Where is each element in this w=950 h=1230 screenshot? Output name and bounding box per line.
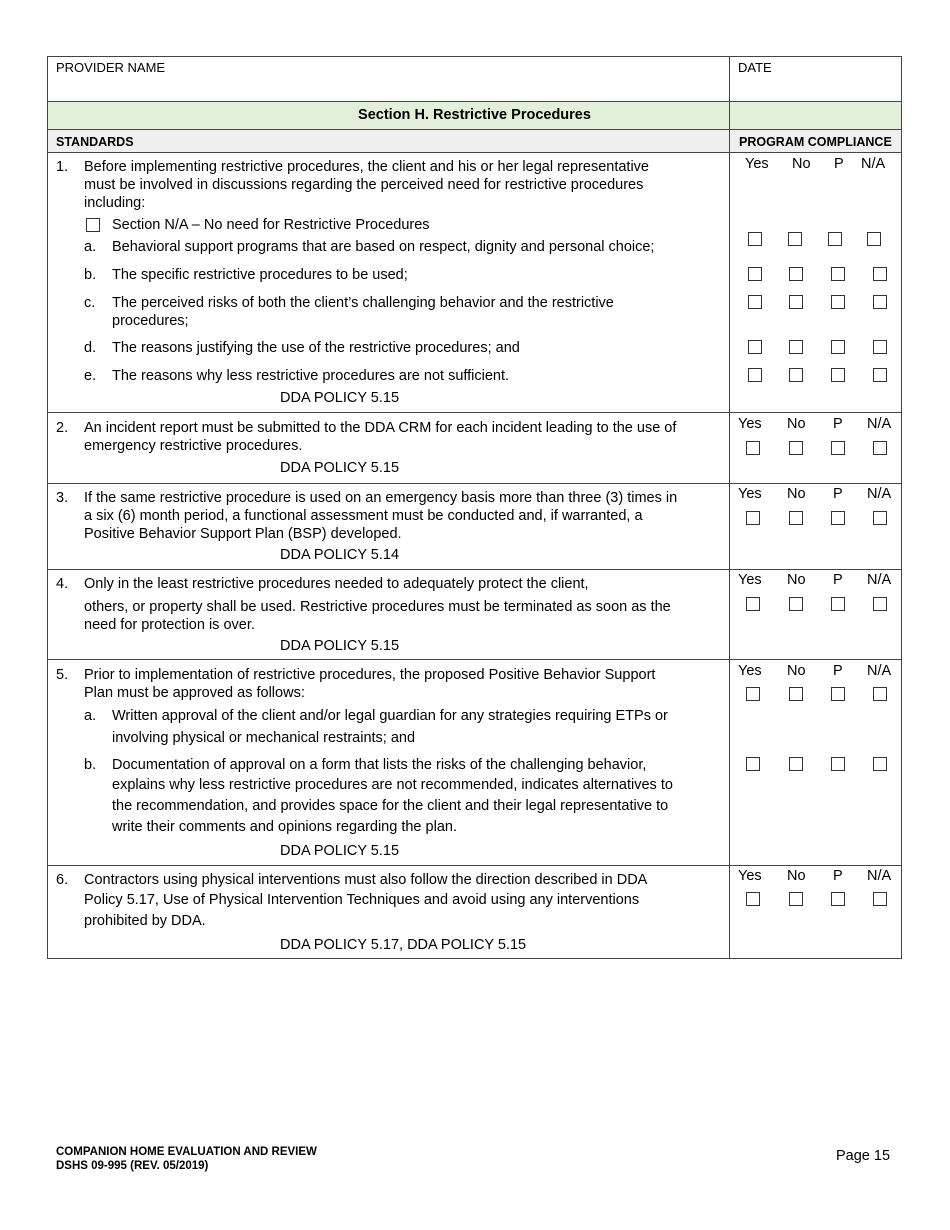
no-checkbox[interactable] bbox=[789, 441, 803, 455]
yes-checkbox[interactable] bbox=[746, 441, 760, 455]
item-text-line: Prior to implementation of restrictive procedures, the proposed Positive Behavior Support bbox=[84, 667, 656, 683]
provider-name-label: PROVIDER NAME bbox=[56, 60, 166, 75]
partial-checkbox[interactable] bbox=[828, 232, 842, 246]
row-divider bbox=[47, 483, 902, 484]
col-yes-label: Yes bbox=[738, 868, 762, 884]
program-compliance-header: PROGRAM COMPLIANCE bbox=[739, 135, 892, 149]
item-number: 5. bbox=[56, 667, 69, 683]
no-checkbox[interactable] bbox=[789, 340, 803, 354]
col-p-label: P bbox=[834, 156, 844, 172]
sub-item-letter: d. bbox=[84, 340, 97, 356]
section-na-label: Section N/A – No need for Restrictive Procedures bbox=[112, 217, 430, 233]
item-text-line: Contractors using physical interventions must also follow the direction described in DDA bbox=[84, 872, 648, 888]
na-checkbox[interactable] bbox=[873, 441, 887, 455]
yes-checkbox[interactable] bbox=[746, 687, 760, 701]
item-text-line: Only in the least restrictive procedures needed to adequately protect the client, bbox=[84, 576, 589, 592]
col-yes-label: Yes bbox=[738, 572, 762, 588]
item-text-line: Policy 5.17, Use of Physical Intervention Techniques and avoid using any interventions bbox=[84, 892, 640, 908]
col-no-label: No bbox=[787, 868, 806, 884]
policy-reference: DDA POLICY 5.15 bbox=[280, 460, 400, 476]
na-checkbox[interactable] bbox=[873, 687, 887, 701]
row-divider bbox=[47, 101, 902, 102]
sub-item-text: procedures; bbox=[112, 313, 189, 329]
na-checkbox[interactable] bbox=[873, 892, 887, 906]
item-number: 2. bbox=[56, 420, 69, 436]
sub-item-letter: c. bbox=[84, 295, 96, 311]
na-checkbox[interactable] bbox=[873, 368, 887, 382]
yes-checkbox[interactable] bbox=[748, 232, 762, 246]
col-yes-label: Yes bbox=[745, 156, 769, 172]
partial-checkbox[interactable] bbox=[831, 757, 845, 771]
na-checkbox[interactable] bbox=[867, 232, 881, 246]
sub-item-text: The reasons justifying the use of the restrictive procedures; and bbox=[112, 340, 520, 356]
policy-reference: DDA POLICY 5.15 bbox=[280, 390, 400, 406]
item-number: 3. bbox=[56, 490, 69, 506]
no-checkbox[interactable] bbox=[789, 687, 803, 701]
sub-item-text: Documentation of approval on a form that lists the risks of the challenging behavior, bbox=[112, 757, 647, 773]
sub-item-text: Behavioral support programs that are based on respect, dignity and personal choice; bbox=[112, 239, 655, 255]
sub-item-letter: b. bbox=[84, 267, 97, 283]
col-no-label: No bbox=[787, 486, 806, 502]
sub-item-text: The specific restrictive procedures to be used; bbox=[112, 267, 408, 283]
sub-item-text: Written approval of the client and/or legal guardian for any strategies requiring ETPs or bbox=[112, 708, 668, 724]
col-na-label: N/A bbox=[867, 416, 892, 432]
col-na-label: N/A bbox=[867, 572, 892, 588]
col-p-label: P bbox=[833, 486, 843, 502]
col-p-label: P bbox=[833, 868, 843, 884]
row-divider bbox=[47, 129, 902, 130]
partial-checkbox[interactable] bbox=[831, 892, 845, 906]
sub-item-letter: e. bbox=[84, 368, 97, 384]
yes-checkbox[interactable] bbox=[746, 511, 760, 525]
na-checkbox[interactable] bbox=[873, 757, 887, 771]
item-text-line: others, or property shall be used. Restrictive procedures must be terminated as soon as the bbox=[84, 599, 671, 615]
no-checkbox[interactable] bbox=[789, 757, 803, 771]
item-text-line: need for protection is over. bbox=[84, 617, 255, 633]
no-checkbox[interactable] bbox=[789, 368, 803, 382]
yes-checkbox[interactable] bbox=[748, 295, 762, 309]
yes-checkbox[interactable] bbox=[748, 267, 762, 281]
row-divider bbox=[47, 659, 902, 660]
col-no-label: No bbox=[787, 572, 806, 588]
item-number: 6. bbox=[56, 872, 69, 888]
sub-item-text: explains why less restrictive procedures are not recommended, indicates alternatives to bbox=[112, 777, 673, 793]
na-checkbox[interactable] bbox=[873, 597, 887, 611]
item-text-line: Plan must be approved as follows: bbox=[84, 685, 305, 701]
yes-checkbox[interactable] bbox=[746, 597, 760, 611]
sub-item-letter: a. bbox=[84, 708, 97, 724]
page-number: Page 15 bbox=[836, 1148, 891, 1164]
no-checkbox[interactable] bbox=[789, 267, 803, 281]
section-title: Section H. Restrictive Procedures bbox=[358, 107, 591, 123]
col-p-label: P bbox=[833, 663, 843, 679]
row-divider bbox=[47, 569, 902, 570]
no-checkbox[interactable] bbox=[789, 295, 803, 309]
col-yes-label: Yes bbox=[738, 486, 762, 502]
policy-reference: DDA POLICY 5.15 bbox=[280, 843, 400, 859]
row-divider bbox=[47, 152, 902, 153]
partial-checkbox[interactable] bbox=[831, 511, 845, 525]
column-divider bbox=[729, 56, 730, 959]
partial-checkbox[interactable] bbox=[831, 295, 845, 309]
section-na-checkbox[interactable] bbox=[86, 218, 100, 232]
standards-header: STANDARDS bbox=[56, 135, 134, 149]
policy-reference: DDA POLICY 5.17, DDA POLICY 5.15 bbox=[280, 937, 527, 953]
col-no-label: No bbox=[787, 663, 806, 679]
col-no-label: No bbox=[787, 416, 806, 432]
col-p-label: P bbox=[833, 416, 843, 432]
col-na-label: N/A bbox=[861, 156, 886, 172]
col-na-label: N/A bbox=[867, 868, 892, 884]
no-checkbox[interactable] bbox=[788, 232, 802, 246]
policy-reference: DDA POLICY 5.15 bbox=[280, 638, 400, 654]
sub-item-text: The perceived risks of both the client’s challenging behavior and the restrictive bbox=[112, 295, 614, 311]
na-checkbox[interactable] bbox=[873, 511, 887, 525]
item-text-line: must be involved in discussions regarding the perceived need for restrictive procedures bbox=[84, 177, 644, 193]
item-text-line: An incident report must be submitted to the DDA CRM for each incident leading to the use of bbox=[84, 420, 677, 436]
col-yes-label: Yes bbox=[738, 663, 762, 679]
row-divider bbox=[47, 412, 902, 413]
col-p-label: P bbox=[833, 572, 843, 588]
partial-checkbox[interactable] bbox=[831, 441, 845, 455]
item-number: 4. bbox=[56, 576, 69, 592]
na-checkbox[interactable] bbox=[873, 267, 887, 281]
yes-checkbox[interactable] bbox=[746, 892, 760, 906]
yes-checkbox[interactable] bbox=[746, 757, 760, 771]
partial-checkbox[interactable] bbox=[831, 267, 845, 281]
partial-checkbox[interactable] bbox=[831, 687, 845, 701]
row-divider bbox=[47, 865, 902, 866]
item-text-line: including: bbox=[84, 195, 146, 211]
form-number: DSHS 09-995 (REV. 05/2019) bbox=[56, 1160, 209, 1172]
form-title: COMPANION HOME EVALUATION AND REVIEW bbox=[56, 1146, 317, 1158]
col-no-label: No bbox=[792, 156, 811, 172]
sub-item-text: write their comments and opinions regarding the plan. bbox=[112, 819, 457, 835]
sub-item-letter: b. bbox=[84, 757, 97, 773]
sub-item-text: the recommendation, and provides space for the client and their legal representative to bbox=[112, 798, 669, 814]
item-text-line: emergency restrictive procedures. bbox=[84, 438, 303, 454]
sub-item-letter: a. bbox=[84, 239, 97, 255]
sub-item-text: involving physical or mechanical restraints; and bbox=[112, 730, 416, 746]
item-text-line: Positive Behavior Support Plan (BSP) developed. bbox=[84, 526, 402, 542]
item-text-line: Before implementing restrictive procedures, the client and his or her legal representative bbox=[84, 159, 649, 175]
yes-checkbox[interactable] bbox=[748, 368, 762, 382]
item-text-line: a six (6) month period, a functional assessment must be conducted and, if warranted, a bbox=[84, 508, 643, 524]
yes-checkbox[interactable] bbox=[748, 340, 762, 354]
col-na-label: N/A bbox=[867, 663, 892, 679]
date-label: DATE bbox=[738, 60, 772, 75]
col-na-label: N/A bbox=[867, 486, 892, 502]
partial-checkbox[interactable] bbox=[831, 597, 845, 611]
na-checkbox[interactable] bbox=[873, 295, 887, 309]
partial-checkbox[interactable] bbox=[831, 340, 845, 354]
no-checkbox[interactable] bbox=[789, 892, 803, 906]
sub-item-text: The reasons why less restrictive procedures are not sufficient. bbox=[112, 368, 510, 384]
partial-checkbox[interactable] bbox=[831, 368, 845, 382]
item-text-line: If the same restrictive procedure is used on an emergency basis more than three (3) times in bbox=[84, 490, 678, 506]
item-text-line: prohibited by DDA. bbox=[84, 913, 206, 929]
item-number: 1. bbox=[56, 159, 69, 175]
policy-reference: DDA POLICY 5.14 bbox=[280, 547, 400, 563]
col-yes-label: Yes bbox=[738, 416, 762, 432]
na-checkbox[interactable] bbox=[873, 340, 887, 354]
no-checkbox[interactable] bbox=[789, 597, 803, 611]
no-checkbox[interactable] bbox=[789, 511, 803, 525]
